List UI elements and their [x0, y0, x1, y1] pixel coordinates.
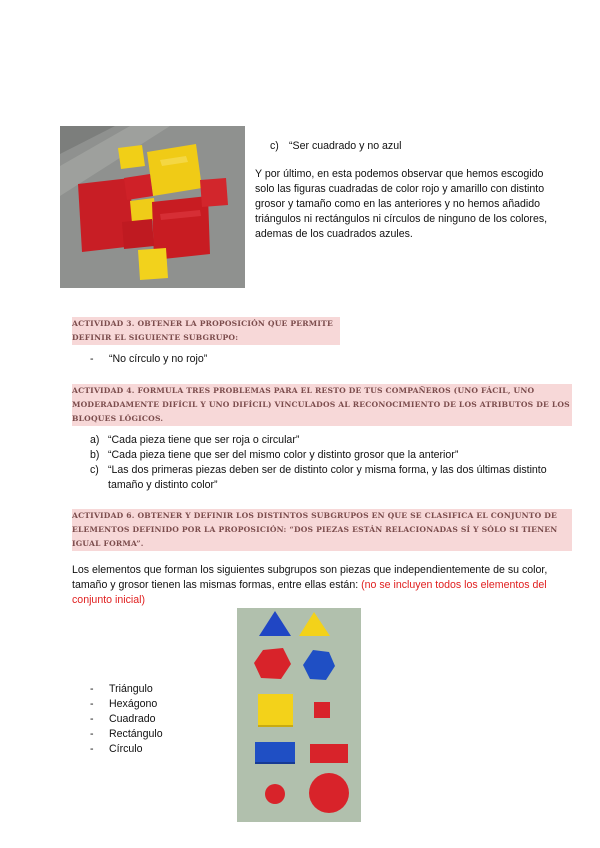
shape-blocks-illustration	[237, 608, 361, 822]
list-item	[90, 433, 568, 448]
activity-4-heading	[72, 384, 572, 426]
square-yellow-block	[258, 694, 293, 727]
item-text: “Ser cuadrado y no azul	[289, 140, 402, 152]
list-item	[90, 448, 568, 463]
item-text: Círculo	[109, 743, 143, 755]
top-item-c	[270, 139, 401, 154]
item-text: Triángulo	[109, 683, 153, 695]
list-marker: -	[90, 743, 94, 755]
activity-label: ACTIVIDAD 4.	[72, 386, 135, 395]
rectangle-red-block	[310, 744, 348, 763]
circle-red-large-block	[309, 773, 349, 813]
list-marker: a)	[90, 434, 100, 446]
photo-square-blocks	[60, 126, 245, 288]
item-text: “Cada pieza tiene que ser roja o circular”	[108, 434, 300, 446]
activity-3-list	[90, 352, 207, 367]
list-marker: -	[90, 353, 94, 365]
list-marker: -	[90, 683, 94, 695]
item-text: Cuadrado	[109, 713, 156, 725]
top-paragraph: Y por último, en esta podemos observar que hemos escogido solo las figuras cuadradas de color rojo y amarillo con distinto grosor y tamaño como en las anteriores y no hemos añadido triángulos ni rectángulos ni círculos de ninguno de los colores, ademas de los cuadrados azules.	[255, 168, 548, 240]
list-item	[90, 727, 163, 742]
square-blocks-illustration	[60, 126, 245, 288]
square-red-block	[314, 702, 330, 718]
conclusion-text: Los elementos que forman los siguientes subgrupos son piezas que independientemente de su color, tamaño y grosor tienen las mismas formas, entre ellas están:	[72, 564, 548, 591]
activity-3-heading	[72, 317, 340, 345]
list-item	[90, 712, 163, 727]
list-item	[90, 697, 163, 712]
activity-text: FORMULA TRES PROBLEMAS PARA EL RESTO DE TUS COMPAÑEROS (UNO FÁCIL, UNO MODERADAMENTE DIFÍCIL Y UNO DIFÍCIL) VINCULADOS AL RECONOCIMIENTO DE LOS ATRIBUTOS DE LOS BLOQUES LÓGICOS.	[72, 386, 570, 423]
photo-shape-blocks	[237, 608, 361, 822]
list-item	[90, 682, 163, 697]
activity-6-heading	[72, 509, 572, 551]
item-text: “Las dos primeras piezas deben ser de distinto color y misma forma, y las dos últimas distinto tamaño y distinto color”	[108, 464, 547, 491]
list-marker: c)	[90, 464, 99, 476]
list-item	[90, 463, 568, 493]
list-item	[90, 742, 163, 757]
list-marker: -	[90, 713, 94, 725]
activity-label: ACTIVIDAD 3.	[72, 319, 135, 328]
rectangle-blue-block	[255, 742, 295, 764]
list-marker: c)	[270, 140, 279, 152]
list-marker: b)	[90, 449, 100, 461]
item-text: “Cada pieza tiene que ser del mismo color y distinto grosor que la anterior”	[108, 449, 459, 461]
activity-label: ACTIVIDAD 6.	[72, 511, 135, 520]
activity-text: OBTENER Y DEFINIR LOS DISTINTOS SUBGRUPOS EN QUE SE CLASIFICA EL CONJUNTO DE ELEMENTOS DEFINIDO POR LA PROPOSICIÓN: “DOS PIEZAS ESTÁN RELACIONADAS SÍ Y SÓLO SI TIENEN IGUAL FORMA”.	[72, 511, 558, 548]
conclusion-paragraph	[72, 563, 572, 608]
item-text: “No círculo y no rojo”	[109, 353, 208, 365]
shapes-list	[90, 682, 163, 757]
conclusion-note: (no se incluyen todos los elementos del conjunto inicial)	[72, 579, 547, 606]
item-text: Rectángulo	[109, 728, 163, 740]
activity-text: OBTENER LA PROPOSICIÓN QUE PERMITE DEFINIR EL SIGUIENTE SUBGRUPO:	[72, 319, 333, 342]
list-marker: -	[90, 728, 94, 740]
item-text: Hexágono	[109, 698, 158, 710]
circle-red-small-block	[265, 784, 285, 804]
activity-4-list	[90, 433, 568, 493]
list-marker: -	[90, 698, 94, 710]
list-item	[90, 352, 207, 367]
